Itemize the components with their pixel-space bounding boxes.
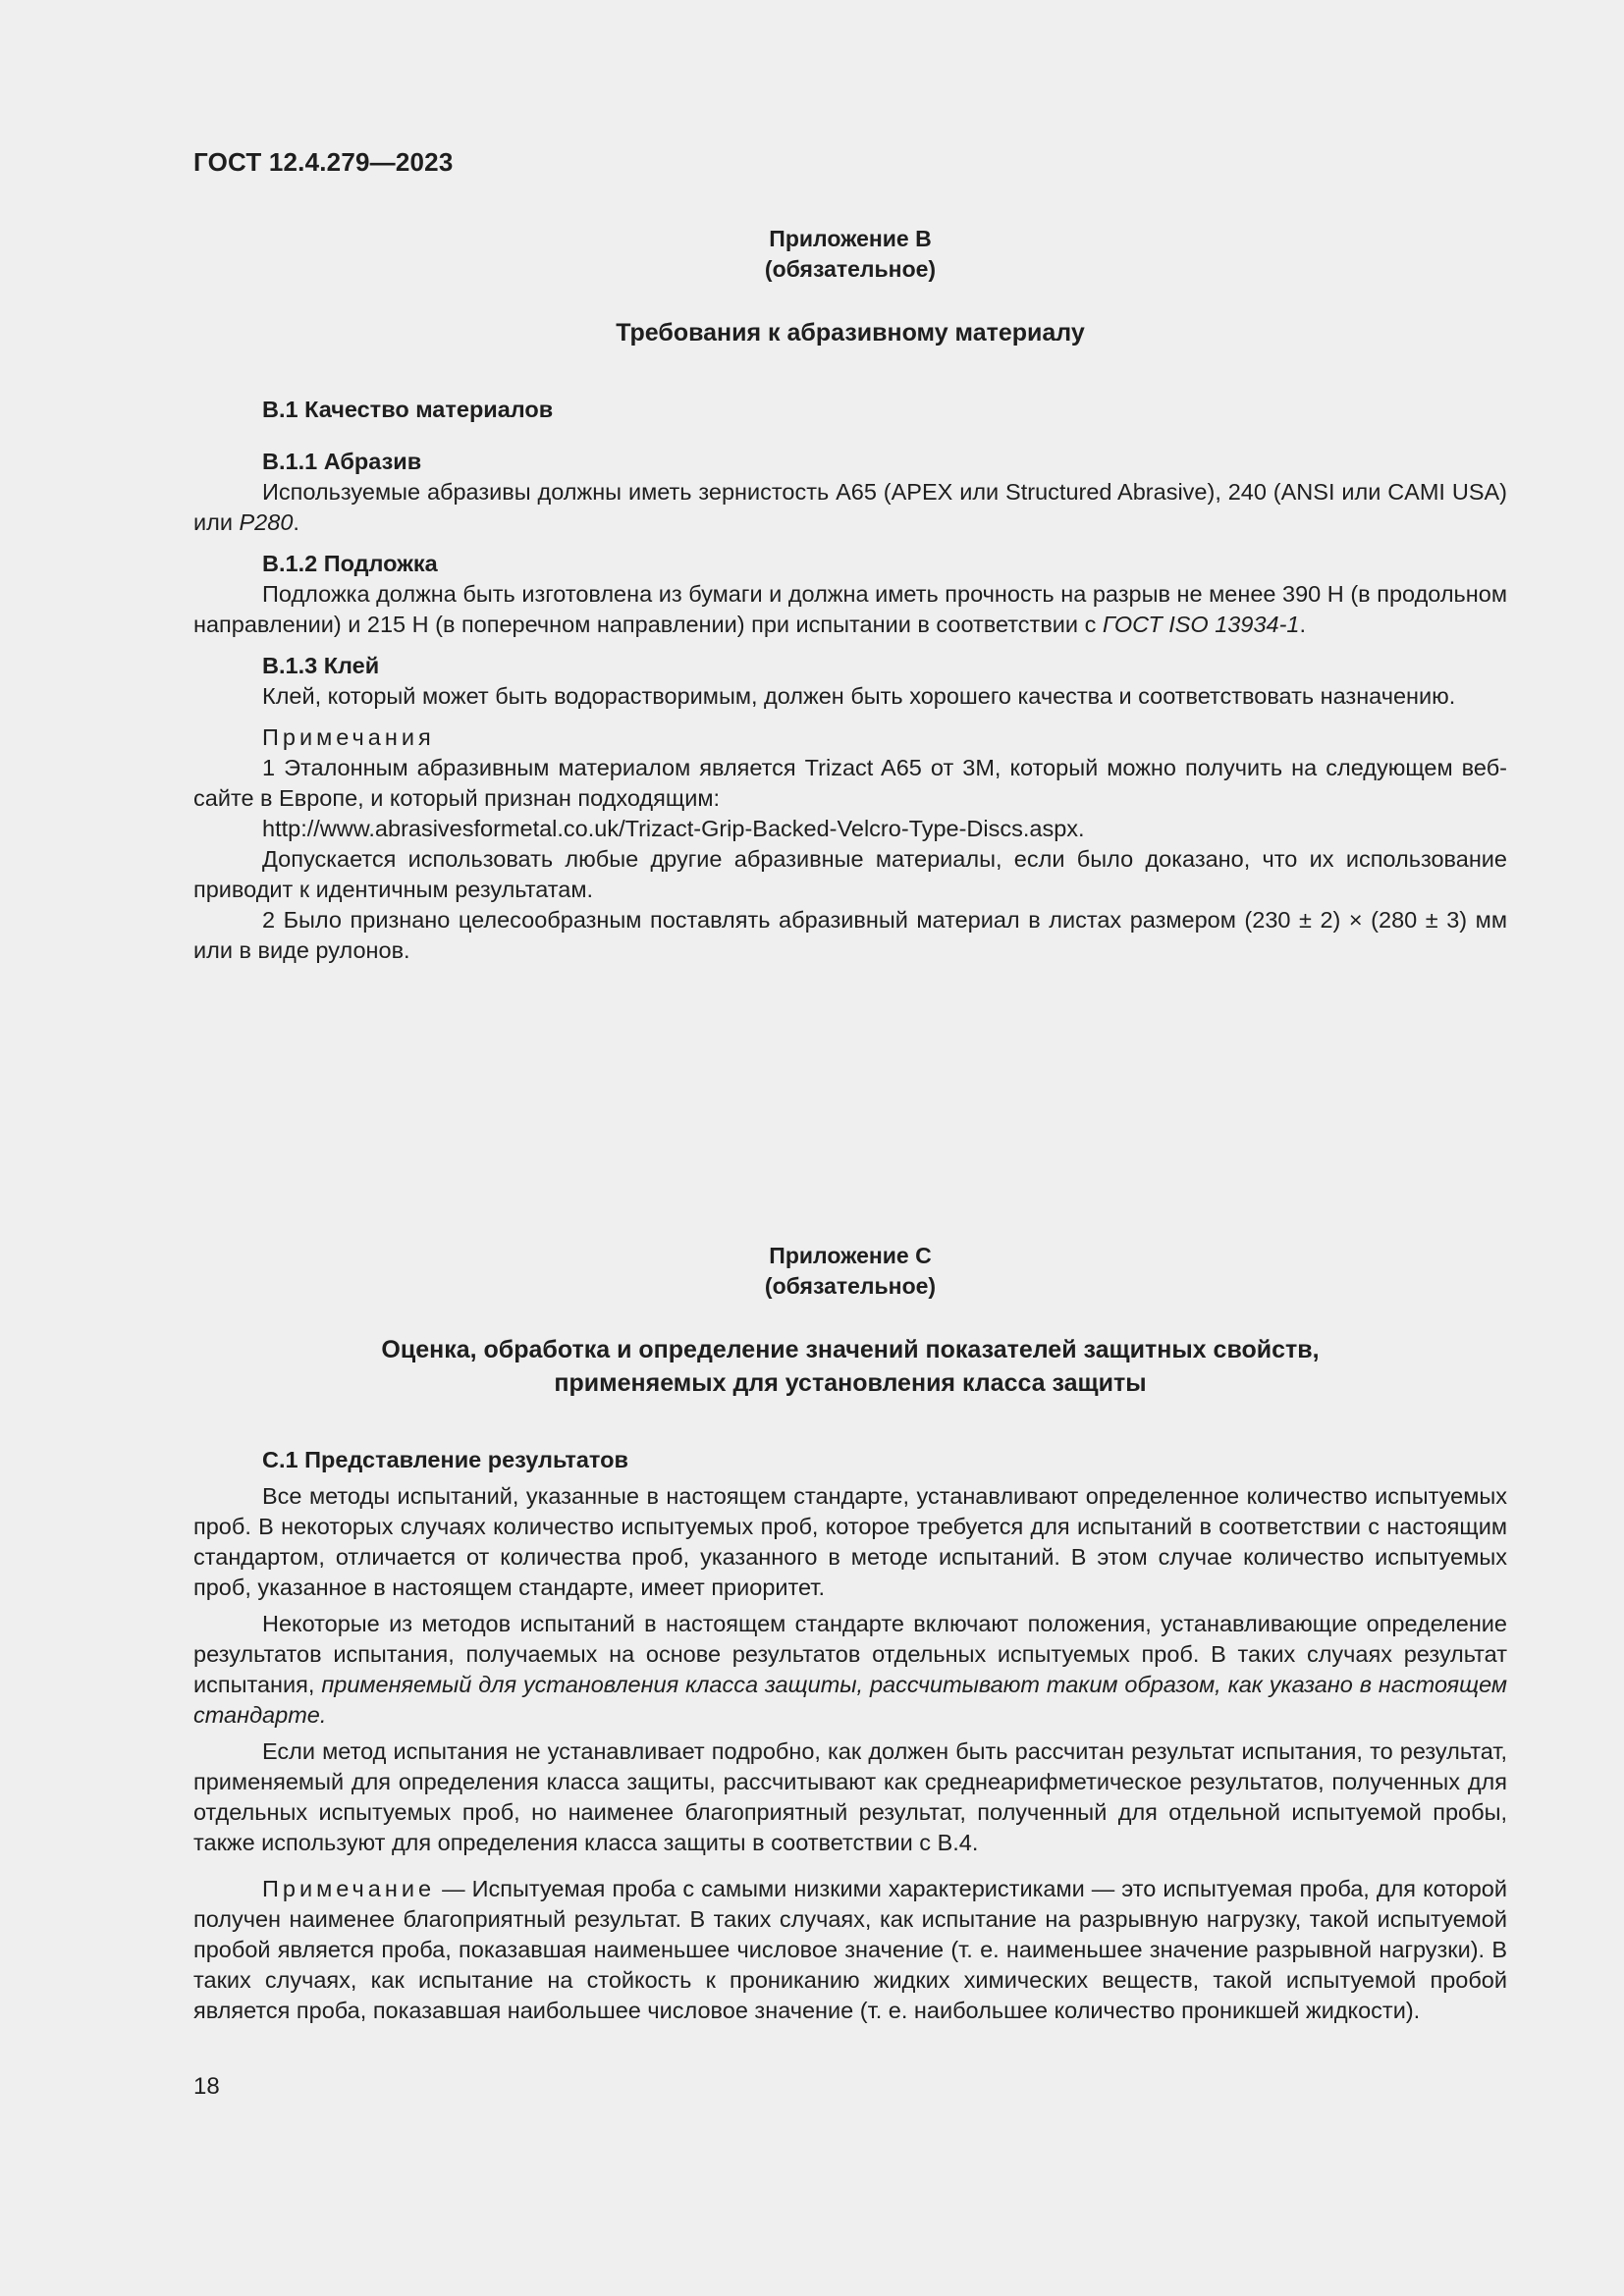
annex-c-body — [193, 1445, 1507, 2026]
note-1: 1 Эталонным абразивным материалом является Trizact A65 от 3M, который можно получить на следующем веб-сайте в Европе, и который признан подходящим: — [193, 755, 1507, 811]
annex-c-title — [193, 1333, 1507, 1400]
section-b11-heading: В.1.1 Абразив — [262, 449, 422, 474]
annex-c-heading — [193, 1241, 1507, 1302]
annex-b-label: Приложение В — [769, 226, 932, 251]
standard-header: ГОСТ 12.4.279—2023 — [193, 147, 454, 177]
note-1-url: http://www.abrasivesformetal.co.uk/Trizact-Grip-Backed-Velcro-Type-Discs.aspx. — [262, 816, 1085, 841]
annex-c-status: (обязательное) — [764, 1273, 937, 1299]
section-b13-text: Клей, который может быть водорастворимым, должен быть хорошего качества и соответствовать назначению. — [262, 683, 1456, 709]
section-b11-text: Используемые абразивы должны иметь зернистость А65 (APEX или Structured Abrasive), 240 (ANSI или CAMI USA) или Р280. — [193, 479, 1507, 535]
c1-note: Примечание — Испытуемая проба с самыми низкими характеристиками — это испытуемая проба, для которой получен наименее благоприятный результат. В таких случаях, как испытание на разрывную нагрузку, такой испытуемой пробой является проба, показавшая наименьшее числовое значение (т. е. наименьшее значение разрывной нагрузки). В таких случаях, как испытание на стойкость к прониканию жидких химических веществ, такой испытуемой пробой является проба, показавшая наибольшее числовое значение (т. е. наибольшее количество проникшей жидкости). — [193, 1876, 1507, 2023]
annex-b-title: Требования к абразивному материалу — [616, 319, 1085, 347]
annex-b-heading — [193, 224, 1507, 285]
annex-b-body — [193, 395, 1507, 966]
note-1-continuation: Допускается использовать любые другие абразивные материалы, если было доказано, что их использование приводит к идентичным результатам. — [193, 846, 1507, 902]
annex-c-title-line1: Оценка, обработка и определение значений показателей защитных свойств, — [381, 1336, 1320, 1363]
notes-label: Примечания — [262, 724, 435, 750]
section-b12-text: Подложка должна быть изготовлена из бумаги и должна иметь прочность на разрыв не менее 390 Н (в продольном направлении) и 215 Н (в поперечном направлении) при испытании в соответствии с ГОСТ ISO 13934-1. — [193, 581, 1507, 637]
annex-c-title-line2: применяемых для установления класса защиты — [554, 1369, 1147, 1397]
section-b1-heading: В.1 Качество материалов — [262, 397, 554, 422]
section-c1-heading: С.1 Представление результатов — [262, 1447, 628, 1472]
annex-b-status: (обязательное) — [764, 256, 937, 282]
section-b12-heading: В.1.2 Подложка — [262, 551, 438, 576]
c1-paragraph-2: Некоторые из методов испытаний в настоящем стандарте включают положения, устанавливающие определение результатов испытания, получаемых на основе результатов отдельных испытуемых проб. В таких случаях результат испытания, применяемый для установления класса защиты, рассчитывают таким образом, как указано в настоящем стандарте. — [193, 1611, 1507, 1728]
section-b13-heading: В.1.3 Клей — [262, 653, 380, 678]
c1-paragraph-1: Все методы испытаний, указанные в настоящем стандарте, устанавливают определенное количество испытуемых проб. В некоторых случаях количество испытуемых проб, которое требуется для испытаний в соответствии с настоящим стандартом, отличается от количества проб, указанного в методе испытаний. В этом случае количество испытуемых проб, указанное в настоящем стандарте, имеет приоритет. — [193, 1483, 1507, 1600]
page-number: 18 — [193, 2073, 220, 2100]
annex-c-label: Приложение С — [769, 1243, 932, 1268]
c1-paragraph-3: Если метод испытания не устанавливает подробно, как должен быть рассчитан результат испытания, то результат, применяемый для определения класса защиты, рассчитывают как среднеарифметическое результатов, полученных для отдельных испытуемых проб, но наименее благоприятный результат, полученный для отдельной испытуемой пробы, также используют для определения класса защиты в соответствии с В.4. — [193, 1738, 1507, 1855]
note-2: 2 Было признано целесообразным поставлять абразивный материал в листах размером (230 ± 2) × (280 ± 3) мм или в виде рулонов. — [193, 907, 1507, 963]
